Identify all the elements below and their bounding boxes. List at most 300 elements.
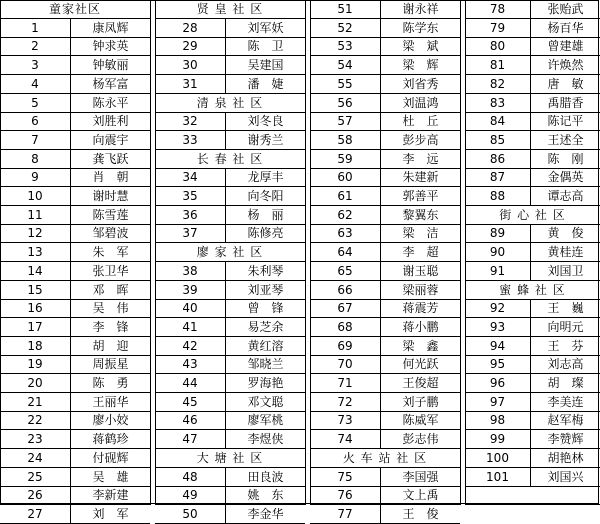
person-name: 杨百华 <box>547 20 584 35</box>
table-row <box>0 150 150 169</box>
entry-number: 92 <box>489 301 506 316</box>
table-row <box>155 37 305 56</box>
table-row <box>310 299 460 318</box>
person-name: 梁 斌 <box>402 39 439 54</box>
person-name: 刘温鸿 <box>402 95 439 110</box>
entry-number: 84 <box>489 114 506 129</box>
person-name: 王丽华 <box>92 394 129 409</box>
entry-number: 29 <box>182 39 198 54</box>
person-name: 朱利琴 <box>247 263 284 278</box>
entry-number: 22 <box>27 413 43 428</box>
person-name: 朱建新 <box>402 170 439 185</box>
person-name: 陈记平 <box>547 114 584 129</box>
entry-number: 79 <box>489 20 506 35</box>
table-row <box>0 75 150 94</box>
entry-number: 93 <box>489 319 506 334</box>
table-row <box>465 131 600 150</box>
person-name: 李 远 <box>402 151 439 166</box>
person-name: 李国强 <box>402 469 439 484</box>
table-row <box>465 337 600 356</box>
entry-number: 23 <box>27 432 43 447</box>
table-row <box>310 112 460 131</box>
person-name: 彭志伟 <box>402 432 439 447</box>
entry-number: 55 <box>337 76 353 91</box>
table-row <box>0 243 150 262</box>
person-name: 谭志高 <box>547 189 584 203</box>
person-name: 陈永平 <box>92 95 129 110</box>
table-row <box>465 411 600 430</box>
entry-number: 78 <box>489 2 506 16</box>
entry-number: 53 <box>337 39 353 54</box>
column-4 <box>465 0 600 505</box>
table-row <box>0 206 150 225</box>
table-row <box>155 318 305 337</box>
table-row <box>155 224 305 243</box>
table-row <box>310 0 460 19</box>
table-row <box>155 262 305 281</box>
table-row <box>310 94 460 113</box>
person-name: 李赞辉 <box>547 432 584 447</box>
table-row <box>465 374 600 393</box>
person-name: 杜 丘 <box>402 114 439 129</box>
person-name: 胡艳林 <box>547 450 584 465</box>
table-row <box>465 318 600 337</box>
person-name: 易芝余 <box>247 319 284 334</box>
column-border <box>465 0 466 505</box>
section-title: 廖 家 社 区 <box>196 245 264 260</box>
entry-number: 85 <box>489 132 506 147</box>
table-row <box>155 112 305 131</box>
entry-number: 60 <box>337 170 353 185</box>
entry-number: 19 <box>27 357 43 372</box>
person-name: 罗海艳 <box>247 376 284 390</box>
table-row <box>465 262 600 281</box>
table-row <box>155 374 305 393</box>
table-row <box>155 337 305 356</box>
section-title: 蜜 蜂 社 区 <box>499 282 566 297</box>
person-name: 陈修亮 <box>247 226 284 241</box>
entry-number: 35 <box>182 189 198 203</box>
person-name: 吴 伟 <box>92 301 129 316</box>
entry-number: 7 <box>31 132 39 147</box>
table-row <box>0 19 150 38</box>
table-row <box>465 449 600 468</box>
entry-number: 12 <box>27 226 43 241</box>
entry-number: 13 <box>27 245 43 260</box>
entry-number: 3 <box>31 58 39 73</box>
entry-number: 1 <box>31 20 39 35</box>
section-header-row <box>155 449 305 468</box>
person-name: 肖 朝 <box>92 170 129 185</box>
table-row <box>310 131 460 150</box>
table-row <box>310 75 460 94</box>
table-row <box>155 168 305 187</box>
person-name: 邹碧波 <box>92 226 129 241</box>
table-row <box>155 187 305 206</box>
table-row <box>310 430 460 449</box>
table-row <box>310 355 460 374</box>
person-name: 刘国兴 <box>547 469 584 484</box>
person-name: 潘 婕 <box>247 76 284 91</box>
person-name: 邓文聪 <box>247 394 284 409</box>
entry-number: 40 <box>182 301 198 316</box>
table-row <box>0 187 150 206</box>
person-name: 刘军妖 <box>247 20 284 35</box>
person-name: 文上禹 <box>402 488 439 503</box>
section-title: 大 塘 社 区 <box>196 450 264 465</box>
column-1 <box>0 0 150 521</box>
person-name: 吴建国 <box>247 58 284 73</box>
person-name: 杨军富 <box>92 76 129 91</box>
entry-number: 87 <box>489 170 506 185</box>
entry-number: 49 <box>182 488 198 503</box>
column-border <box>150 0 151 505</box>
table-row <box>310 393 460 412</box>
table-row <box>465 224 600 243</box>
person-name: 谢时慧 <box>92 189 129 203</box>
table-row <box>465 75 600 94</box>
person-name: 黄桂连 <box>547 245 584 260</box>
entry-number: 15 <box>27 282 43 297</box>
entry-number: 74 <box>337 432 353 447</box>
entry-number: 33 <box>182 132 198 147</box>
person-name: 田良波 <box>247 469 284 484</box>
entry-number: 63 <box>337 226 353 241</box>
person-name: 黄红溶 <box>247 338 284 353</box>
section-header-row <box>155 150 305 169</box>
entry-number: 76 <box>337 488 353 503</box>
entry-number: 75 <box>337 469 353 484</box>
entry-number: 80 <box>489 39 506 54</box>
entry-number: 99 <box>489 432 506 447</box>
person-name: 陈雪莲 <box>92 207 129 222</box>
entry-number: 41 <box>182 319 198 334</box>
entry-number: 17 <box>27 319 43 334</box>
column-border <box>310 0 311 505</box>
table-row <box>465 299 600 318</box>
table-row <box>310 486 460 505</box>
entry-number: 5 <box>31 95 39 110</box>
entry-number: 36 <box>182 207 198 222</box>
entry-number: 51 <box>337 2 353 16</box>
table-row <box>310 206 460 225</box>
table-row <box>0 131 150 150</box>
person-name: 蒋鹤珍 <box>92 432 129 447</box>
entry-number: 32 <box>182 114 198 129</box>
entry-number: 48 <box>182 469 198 484</box>
entry-number: 91 <box>489 263 506 278</box>
table-row <box>310 19 460 38</box>
column-border <box>460 0 461 505</box>
person-name: 刘志高 <box>547 357 584 372</box>
person-name: 邹晓兰 <box>247 357 284 372</box>
person-name: 李 超 <box>402 245 439 260</box>
table-row <box>155 505 305 524</box>
person-name: 谢秀兰 <box>247 132 284 147</box>
entry-number: 38 <box>182 263 198 278</box>
person-name: 周振星 <box>92 357 129 372</box>
table-row <box>0 337 150 356</box>
table-row <box>155 393 305 412</box>
entry-number: 68 <box>337 319 353 334</box>
person-name: 姚 东 <box>247 488 284 503</box>
entry-number: 101 <box>486 469 509 484</box>
person-name: 张卫华 <box>92 263 129 278</box>
entry-number: 82 <box>489 76 506 91</box>
person-name: 钟敏丽 <box>92 58 129 73</box>
entry-number: 16 <box>27 301 43 316</box>
table-row <box>465 468 600 487</box>
table-row <box>465 243 600 262</box>
person-name: 刘国卫 <box>547 263 584 278</box>
entry-number: 44 <box>182 376 198 390</box>
person-name: 李美连 <box>547 394 584 409</box>
section-title: 童家社区 <box>48 2 101 16</box>
table-row <box>155 206 305 225</box>
entry-number: 14 <box>27 263 43 278</box>
entry-number: 67 <box>337 301 353 316</box>
table-row <box>310 224 460 243</box>
person-name: 刘子鹏 <box>402 394 439 409</box>
table-row <box>0 168 150 187</box>
entry-number: 59 <box>337 151 353 166</box>
table-row <box>310 337 460 356</box>
entry-number: 26 <box>27 488 43 503</box>
person-name: 向震宇 <box>92 132 129 147</box>
entry-number: 65 <box>337 263 353 278</box>
entry-number: 45 <box>182 394 198 409</box>
entry-number: 25 <box>27 469 43 484</box>
table-row <box>310 56 460 75</box>
entry-number: 31 <box>182 76 198 91</box>
entry-number: 62 <box>337 207 353 222</box>
table-row <box>0 281 150 300</box>
table-row <box>465 150 600 169</box>
person-name: 陈 勇 <box>92 376 129 390</box>
table-row <box>0 112 150 131</box>
entry-number: 43 <box>182 357 198 372</box>
person-name: 王 巍 <box>547 301 584 316</box>
table-row <box>0 318 150 337</box>
entry-number: 8 <box>31 151 39 166</box>
table-row <box>155 486 305 505</box>
section-title: 贤 皇 社 区 <box>196 2 264 16</box>
person-name: 梁 鑫 <box>402 338 439 353</box>
table-row <box>310 168 460 187</box>
table-row <box>0 374 150 393</box>
person-name: 杨 丽 <box>247 207 284 222</box>
person-name: 郭善平 <box>402 189 439 203</box>
entry-number: 54 <box>337 58 353 73</box>
column-border <box>155 0 156 505</box>
entry-number: 66 <box>337 282 353 297</box>
person-name: 朱 军 <box>92 245 129 260</box>
entry-number: 98 <box>489 413 506 428</box>
table-row <box>465 168 600 187</box>
entry-number: 2 <box>31 39 39 54</box>
entry-number: 57 <box>337 114 353 129</box>
person-name: 王俊超 <box>402 376 439 390</box>
person-name: 廖军桃 <box>247 413 284 428</box>
person-name: 何光跃 <box>402 357 439 372</box>
entry-number: 61 <box>337 189 353 203</box>
column-2 <box>155 0 305 521</box>
column-border <box>305 0 306 505</box>
entry-number: 64 <box>337 245 353 260</box>
table-row <box>0 262 150 281</box>
person-name: 胡 璨 <box>547 376 584 390</box>
table-row <box>0 393 150 412</box>
person-name: 谢玉聪 <box>402 263 439 278</box>
section-header-row <box>310 449 460 468</box>
person-name: 向明元 <box>547 319 584 334</box>
table-row <box>310 318 460 337</box>
person-name: 唐 敏 <box>547 76 584 91</box>
blank-row <box>465 486 600 505</box>
table-row <box>465 355 600 374</box>
entry-number: 52 <box>337 20 353 35</box>
entry-number: 86 <box>489 151 506 166</box>
entry-number: 90 <box>489 245 506 260</box>
person-name: 蒋小鹏 <box>402 319 439 334</box>
person-name: 曾 锋 <box>247 301 284 316</box>
section-title: 清 泉 社 区 <box>196 95 264 110</box>
section-title: 街 心 社 区 <box>499 207 566 222</box>
table-row <box>310 150 460 169</box>
table-row <box>0 94 150 113</box>
entry-number: 28 <box>182 20 198 35</box>
table-row <box>0 430 150 449</box>
person-name: 张贻武 <box>547 2 584 16</box>
person-name: 刘 军 <box>92 506 129 521</box>
person-name: 梁 洁 <box>402 226 439 241</box>
entry-number: 96 <box>489 376 506 390</box>
table-row <box>465 0 600 19</box>
table-row <box>465 393 600 412</box>
person-name: 王 芬 <box>547 338 584 353</box>
table-row <box>0 411 150 430</box>
table-row <box>0 37 150 56</box>
entry-number: 30 <box>182 58 198 73</box>
table-row <box>310 37 460 56</box>
table-row <box>0 355 150 374</box>
table-row <box>155 430 305 449</box>
person-name: 梁 辉 <box>402 58 439 73</box>
table-row <box>465 430 600 449</box>
table-row <box>0 56 150 75</box>
person-name: 刘亚琴 <box>247 282 284 297</box>
table-row <box>155 468 305 487</box>
table-row <box>0 299 150 318</box>
entry-number: 77 <box>337 506 353 521</box>
entry-number: 9 <box>31 170 39 185</box>
table-row <box>155 19 305 38</box>
table-row <box>465 187 600 206</box>
person-name: 向冬阳 <box>247 189 284 203</box>
section-title: 长 春 社 区 <box>196 151 264 166</box>
table-row <box>0 449 150 468</box>
table-row <box>0 505 150 524</box>
table-row <box>155 131 305 150</box>
entry-number: 81 <box>489 58 506 73</box>
entry-number: 83 <box>489 95 506 110</box>
person-name: 禹腊香 <box>547 95 584 110</box>
person-name: 黄 俊 <box>547 226 584 241</box>
person-name: 金偶英 <box>547 170 584 185</box>
person-name: 康凤辉 <box>92 20 129 35</box>
person-name: 陈学东 <box>402 20 439 35</box>
section-header-row <box>465 206 600 225</box>
person-name: 陈 卫 <box>247 39 284 54</box>
person-name: 龙厚丰 <box>247 170 284 185</box>
table-row <box>310 374 460 393</box>
table-row <box>465 19 600 38</box>
entry-number: 10 <box>27 189 43 203</box>
entry-number: 47 <box>182 432 198 447</box>
entry-number: 95 <box>489 357 506 372</box>
entry-number: 100 <box>486 450 509 465</box>
entry-number: 24 <box>27 450 43 465</box>
table-row <box>0 468 150 487</box>
entry-number: 21 <box>27 394 43 409</box>
table-row <box>155 281 305 300</box>
entry-number: 42 <box>182 338 198 353</box>
person-name: 付砚辉 <box>92 450 129 465</box>
entry-number: 18 <box>27 338 43 353</box>
entry-number: 72 <box>337 394 353 409</box>
entry-number: 94 <box>489 338 506 353</box>
entry-number: 27 <box>27 506 43 521</box>
person-name: 刘冬良 <box>247 114 284 129</box>
entry-number: 89 <box>489 226 506 241</box>
entry-number: 97 <box>489 394 506 409</box>
table-row <box>310 505 460 524</box>
entry-number: 46 <box>182 413 198 428</box>
person-name: 李新建 <box>92 488 129 503</box>
person-name: 陈威军 <box>402 413 439 428</box>
table-row <box>465 112 600 131</box>
column-3 <box>310 0 460 521</box>
person-name: 黎翼东 <box>402 207 439 222</box>
table-row <box>465 37 600 56</box>
section-header-row <box>465 281 600 300</box>
person-name: 李煜侠 <box>247 432 284 447</box>
person-name: 龚飞跃 <box>92 151 129 166</box>
table-row <box>155 355 305 374</box>
section-title: 火 车 站 社 区 <box>342 450 428 465</box>
section-header-row <box>0 0 150 19</box>
section-header-row <box>155 243 305 262</box>
section-header-row <box>155 94 305 113</box>
entry-number: 4 <box>31 76 39 91</box>
entry-number: 88 <box>489 189 506 203</box>
person-name: 陈 刚 <box>547 151 584 166</box>
person-name: 胡 迎 <box>92 338 129 353</box>
entry-number: 69 <box>337 338 353 353</box>
table-row <box>465 56 600 75</box>
person-name: 王述全 <box>547 132 584 147</box>
entry-number: 6 <box>31 114 39 129</box>
person-name: 王 俊 <box>402 506 439 521</box>
table-row <box>155 75 305 94</box>
person-name: 吴 雄 <box>92 469 129 484</box>
person-name: 彭步高 <box>402 132 439 147</box>
table-row <box>155 56 305 75</box>
person-name: 刘省秀 <box>402 76 439 91</box>
entry-number: 20 <box>27 376 43 390</box>
table-row <box>310 262 460 281</box>
entry-number: 11 <box>27 207 43 222</box>
